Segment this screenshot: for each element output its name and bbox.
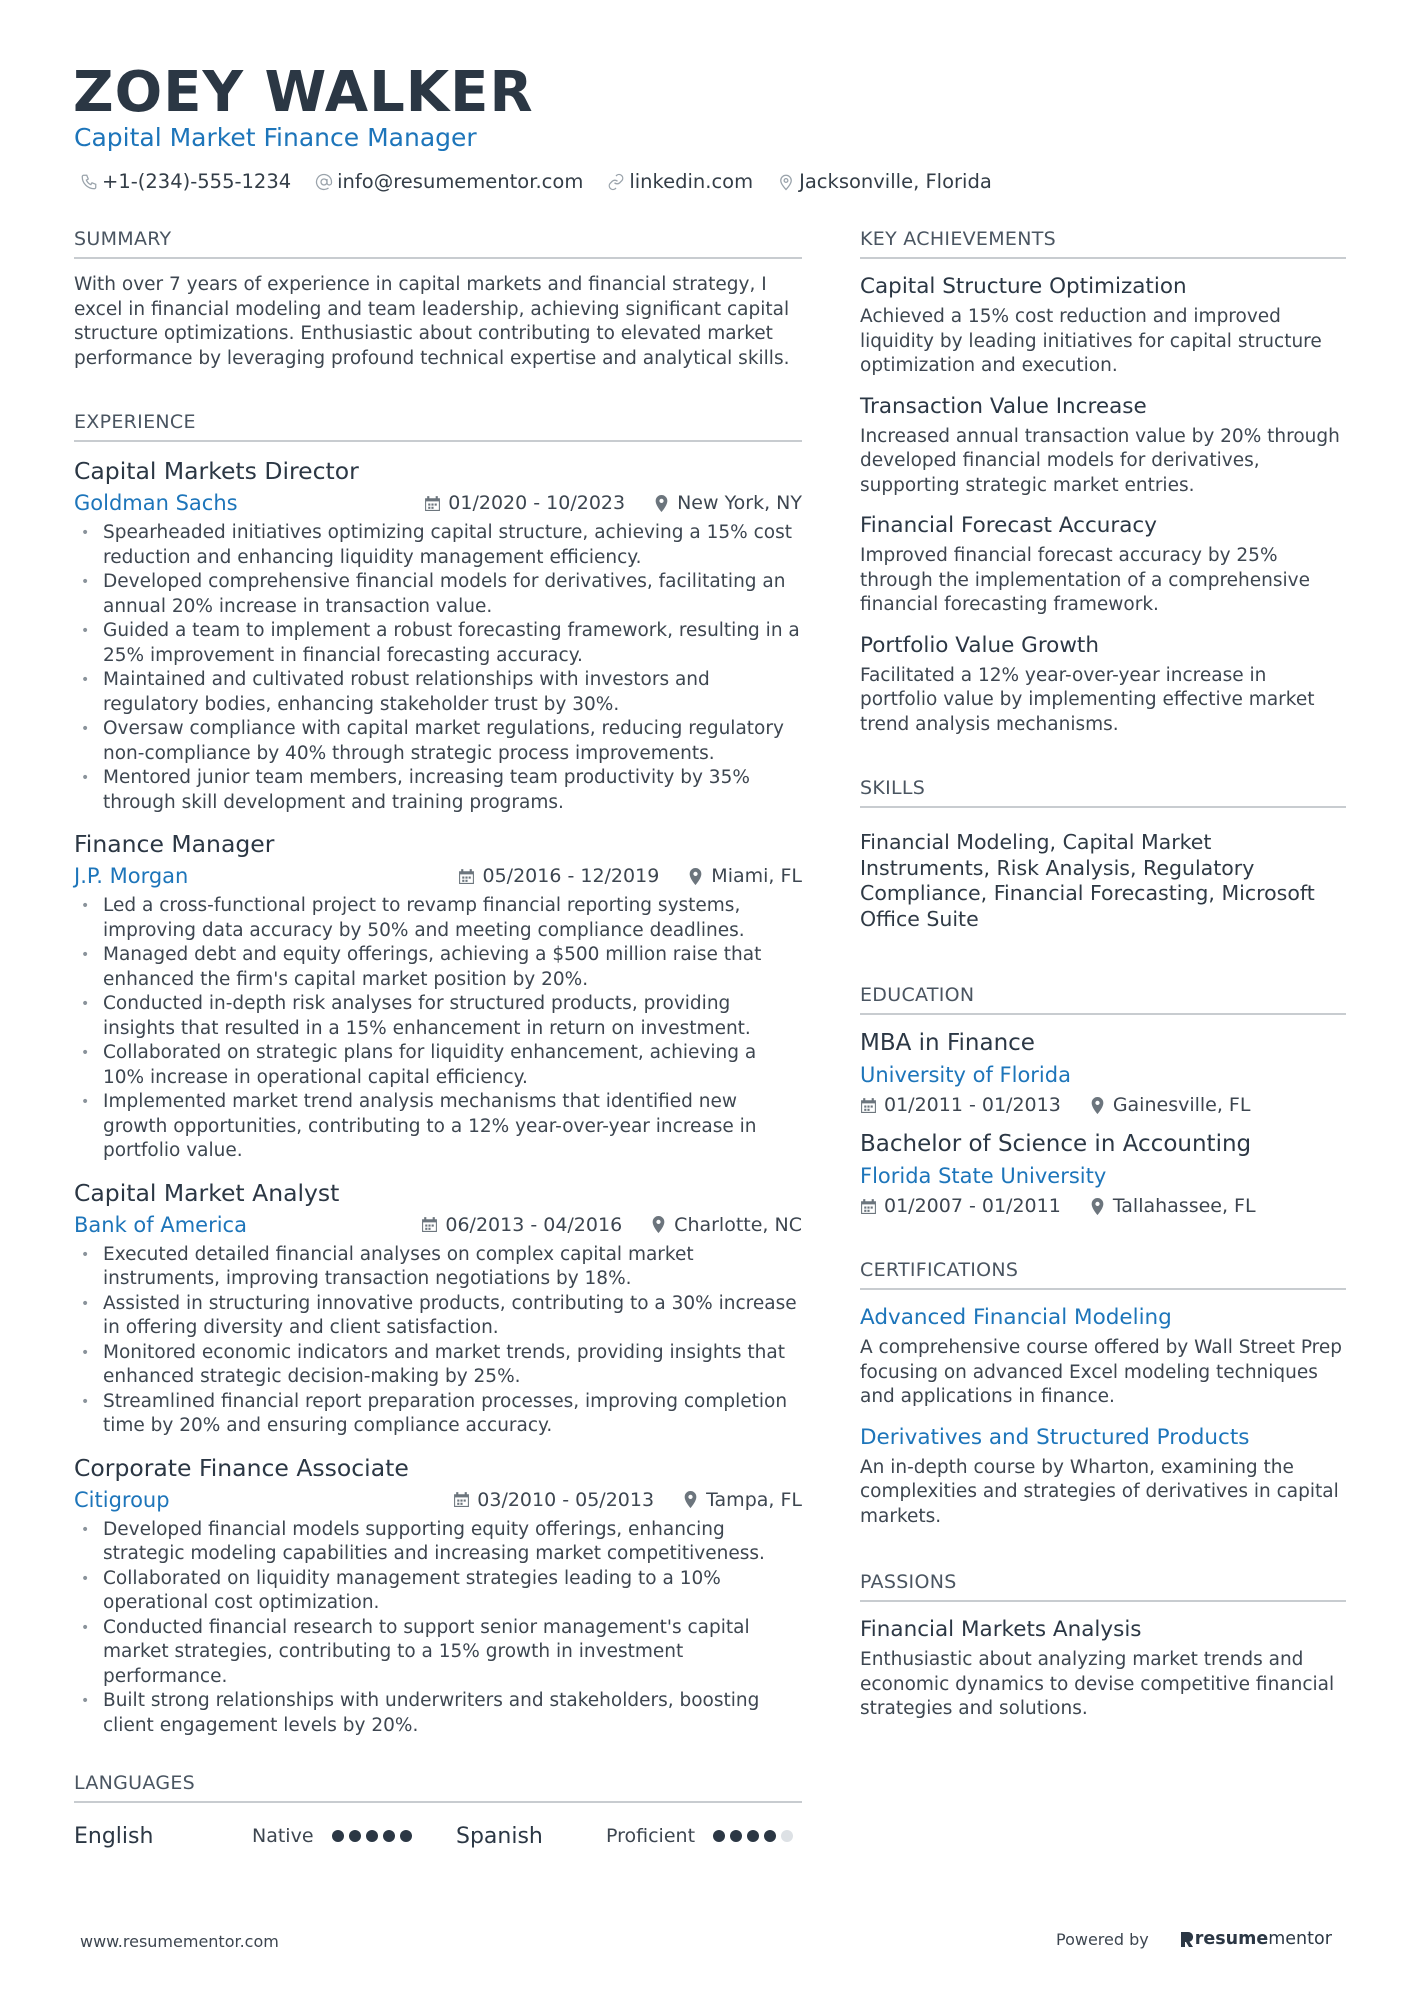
language-rating [332,1830,417,1842]
calendar-icon [860,1198,877,1215]
passions-heading: PASSIONS [860,1569,1346,1602]
contact-location-text: Jacksonville, Florida [799,170,992,193]
summary-text: With over 7 years of experience in capital markets and financial strategy, I excel in financial modeling and team leadership, achieving significant capital structure optimizations. Enthusiastic about contributing to elevated market performance by leveraging profound technical expertise and analytical skills. [74,274,790,369]
achievement-item [860,512,1346,618]
achievement-text: Increased annual transaction value by 20% through developed financial models for derivatives, supporting strategic market entries. [860,425,1340,496]
bullet-item: • Oversaw compliance with capital market regulations, reducing regulatory non-compliance by 40% through strategic process improvements. [74,717,802,766]
job-dates: 01/2020 - 10/2023 [448,492,626,514]
bullet-item: • Built strong relationships with underwriters and stakeholders, boosting client engagement levels by 20%. [74,1689,802,1738]
footer-website[interactable]: www.resumementor.com [80,1932,279,1951]
bullet-item: • Developed financial models supporting equity offerings, enhancing strategic modeling capabilities and increasing market competitiveness. [74,1518,802,1567]
job-location: Miami, FL [711,865,802,887]
phone-icon [80,173,98,191]
passions-section [860,1569,1346,1722]
location-icon [777,173,795,191]
resumementor-logo-icon [1179,1930,1195,1948]
achievement-item [860,393,1346,499]
right-column [860,226,1346,1722]
job-company: Goldman Sachs [74,491,238,515]
contact-email[interactable] [315,168,583,196]
bullet-item: • Monitored economic indicators and market trends, providing insights that enhanced strategic decision-making by 25%. [74,1341,802,1390]
calendar-icon [453,1491,470,1508]
passion-title: Financial Markets Analysis [860,1617,1142,1642]
achievement-title: Capital Structure Optimization [860,274,1187,299]
bullet-item: • Executed detailed financial analyses on complex capital market instruments, improving transaction negotiations by 18%. [74,1243,802,1292]
passion-text: Enthusiastic about analyzing market trends and economic dynamics to devise competitive financial strategies and solutions. [860,1649,1335,1719]
rating-dot-filled [366,1830,378,1842]
footer-branding [1056,1929,1332,1949]
education-dates: 01/2007 - 01/2011 [884,1195,1061,1217]
rating-dot-filled [400,1830,412,1842]
education-meta [860,1094,1346,1116]
achievement-item [860,632,1346,738]
brand-name-rest: mentor [1268,1929,1332,1949]
job-title: Capital Markets Director [74,457,359,485]
location-pin-icon [682,1491,699,1508]
passion-item [860,1616,1346,1722]
summary-heading: SUMMARY [74,226,802,259]
rating-dot-filled [349,1830,361,1842]
bullet-item: • Collaborated on strategic plans for liquidity enhancement, achieving a 10% increase in operational capital efficiency. [74,1041,802,1090]
job-bullets [74,521,802,815]
rating-dot-filled [383,1830,395,1842]
job-meta [74,1486,802,1514]
location-pin-icon [1089,1097,1106,1114]
language-level: Proficient [606,1825,696,1847]
education-location: Gainesville, FL [1112,1094,1251,1116]
job-title: Capital Market Analyst [74,1178,340,1207]
education-school: Florida State University [860,1164,1107,1188]
achievement-item [860,273,1346,379]
rating-dot-filled [332,1830,344,1842]
languages-heading: LANGUAGES [74,1770,802,1803]
education-degree: MBA in Finance [860,1030,1035,1056]
education-degree: Bachelor of Science in Accounting [860,1131,1252,1157]
calendar-icon [421,1216,438,1233]
job-dates: 05/2016 - 12/2019 [482,865,660,887]
skills-section [860,775,1346,932]
bullet-item: • Conducted financial research to support senior management's capital market strategies, contributing to a 15% growth in investment performance. [74,1616,802,1690]
bullet-item: • Guided a team to implement a robust forecasting framework, resulting in a 25% improvement in financial forecasting accuracy. [74,619,802,668]
contact-linkedin-text: linkedin.com [629,170,754,193]
job-location: Charlotte, NC [674,1213,802,1236]
achievement-title: Financial Forecast Accuracy [860,513,1157,538]
contact-bar [80,168,1016,196]
rating-dot-filled [713,1830,725,1842]
experience-heading: EXPERIENCE [74,409,802,442]
location-pin-icon [687,868,704,885]
job-title: Finance Manager [74,830,275,858]
rating-dot-filled [730,1830,742,1842]
job-bullets [74,894,802,1164]
certification-text: An in-depth course by Wharton, examining the complexities and strategies of derivatives in capital markets. [860,1456,1339,1527]
job-entry [74,1178,802,1439]
rating-dot-filled [747,1830,759,1842]
link-icon [607,173,625,191]
bullet-item: • Led a cross-functional project to revamp financial reporting systems, improving data accuracy by 50% and meeting compliance deadlines. [74,894,802,943]
education-school: University of Florida [860,1063,1071,1087]
bullet-item: • Collaborated on liquidity management strategies leading to a 10% operational cost optimization. [74,1567,802,1616]
language-name: English [74,1823,154,1849]
certifications-heading: CERTIFICATIONS [860,1257,1346,1290]
bullet-item: • Spearheaded initiatives optimizing capital structure, achieving a 15% cost reduction and enhancing liquidity management efficiency. [74,521,802,570]
achievements-section [860,226,1346,737]
rating-dot-empty [781,1830,793,1842]
achievement-text: Facilitated a 12% year-over-year increase in portfolio value by implementing effective market trend analysis mechanisms. [860,664,1315,735]
candidate-title: Capital Market Finance Manager [74,123,477,152]
bullet-item: • Assisted in structuring innovative products, contributing to a 30% increase in offering diversity and client satisfaction. [74,1292,802,1341]
education-location: Tallahassee, FL [1112,1195,1256,1217]
education-section [860,982,1346,1217]
achievement-text: Improved financial forecast accuracy by 25% through the implementation of a comprehensive financial forecasting framework. [860,545,1310,615]
bullet-item: • Implemented market trend analysis mechanisms that identified new growth opportunities, contributing to a 12% year-over-year increase in portfolio value. [74,1090,802,1164]
education-heading: EDUCATION [860,982,1346,1015]
bullet-item: • Maintained and cultivated robust relationships with investors and regulatory bodies, enhancing stakeholder trust by 30%. [74,668,802,717]
certification-item [860,1304,1346,1410]
education-item [860,1029,1346,1116]
job-dates: 06/2013 - 04/2016 [445,1213,623,1236]
job-location: New York, NY [677,492,802,514]
location-pin-icon [650,1216,667,1233]
job-company: J.P. Morgan [74,864,189,888]
bullet-item: • Mentored junior team members, increasing team productivity by 35% through skill development and training programs. [74,766,802,815]
education-dates: 01/2011 - 01/2013 [884,1094,1061,1116]
job-entry [74,829,802,1164]
achievement-title: Transaction Value Increase [860,393,1147,419]
calendar-icon [424,495,441,512]
rating-dot-filled [764,1830,776,1842]
language-item [456,1824,802,1849]
skills-list: Financial Modeling, Capital Market Instruments, Risk Analysis, Regulatory Compliance, Financial Forecasting, Microsoft Office Suite [860,830,1315,931]
achievement-text: Achieved a 15% cost reduction and improved liquidity by leading initiatives for capital structure optimization and execution. [860,306,1322,376]
contact-phone-text: +1-(234)-555-1234 [102,170,292,193]
job-entry [74,1453,802,1739]
language-level: Native [252,1825,314,1847]
job-meta [74,1211,802,1239]
powered-by-label: Powered by [1056,1929,1149,1949]
left-column [74,226,802,1853]
job-meta [74,862,802,890]
contact-linkedin[interactable] [607,168,753,196]
certification-item [860,1424,1346,1530]
bullet-item: • Managed debt and equity offerings, achieving a $500 million raise that enhanced the firm's capital market position by 20%. [74,943,802,992]
job-dates: 03/2010 - 05/2013 [477,1488,655,1511]
education-meta [860,1195,1346,1217]
certifications-section [860,1257,1346,1529]
contact-location [777,168,992,196]
certification-text: A comprehensive course offered by Wall Street Prep focusing on advanced Excel modeling techniques and applications in finance. [860,1337,1342,1407]
certification-title: Derivatives and Structured Products [860,1424,1250,1450]
languages-row [74,1819,802,1853]
contact-phone[interactable] [80,168,291,196]
bullet-item: • Streamlined financial report preparation processes, improving completion time by 20% and ensuring compliance accuracy. [74,1390,802,1439]
achievements-heading: KEY ACHIEVEMENTS [860,226,1346,259]
brand-logo[interactable] [1179,1929,1332,1949]
calendar-icon [860,1097,877,1114]
job-meta [74,489,802,517]
education-item [860,1130,1346,1217]
achievement-title: Portfolio Value Growth [860,632,1099,658]
contact-email-text: info@resumementor.com [337,170,584,193]
language-name: Spanish [456,1823,543,1849]
calendar-icon [458,868,475,885]
job-location: Tampa, FL [706,1488,802,1511]
bullet-item: • Conducted in-depth risk analyses for structured products, providing insights that resulted in a 15% enhancement in return on investment. [74,992,802,1041]
email-icon [315,173,333,191]
bullet-item: • Developed comprehensive financial models for derivatives, facilitating an annual 20% increase in transaction value. [74,570,802,619]
language-item [74,1824,456,1849]
candidate-name: ZOEY WALKER [73,60,534,125]
skills-heading: SKILLS [860,775,1346,808]
job-bullets [74,1243,802,1439]
certification-title: Advanced Financial Modeling [860,1305,1172,1330]
brand-name-bold: resume [1194,1929,1269,1949]
job-title: Corporate Finance Associate [74,1453,409,1482]
job-bullets [74,1518,802,1739]
location-pin-icon [1089,1198,1106,1215]
job-entry [74,456,802,815]
job-company: Citigroup [74,1487,170,1512]
languages-section [74,1770,802,1853]
job-company: Bank of America [74,1212,247,1237]
location-pin-icon [653,495,670,512]
language-rating [713,1830,798,1842]
experience-section [74,409,802,1738]
summary-section [74,226,802,371]
